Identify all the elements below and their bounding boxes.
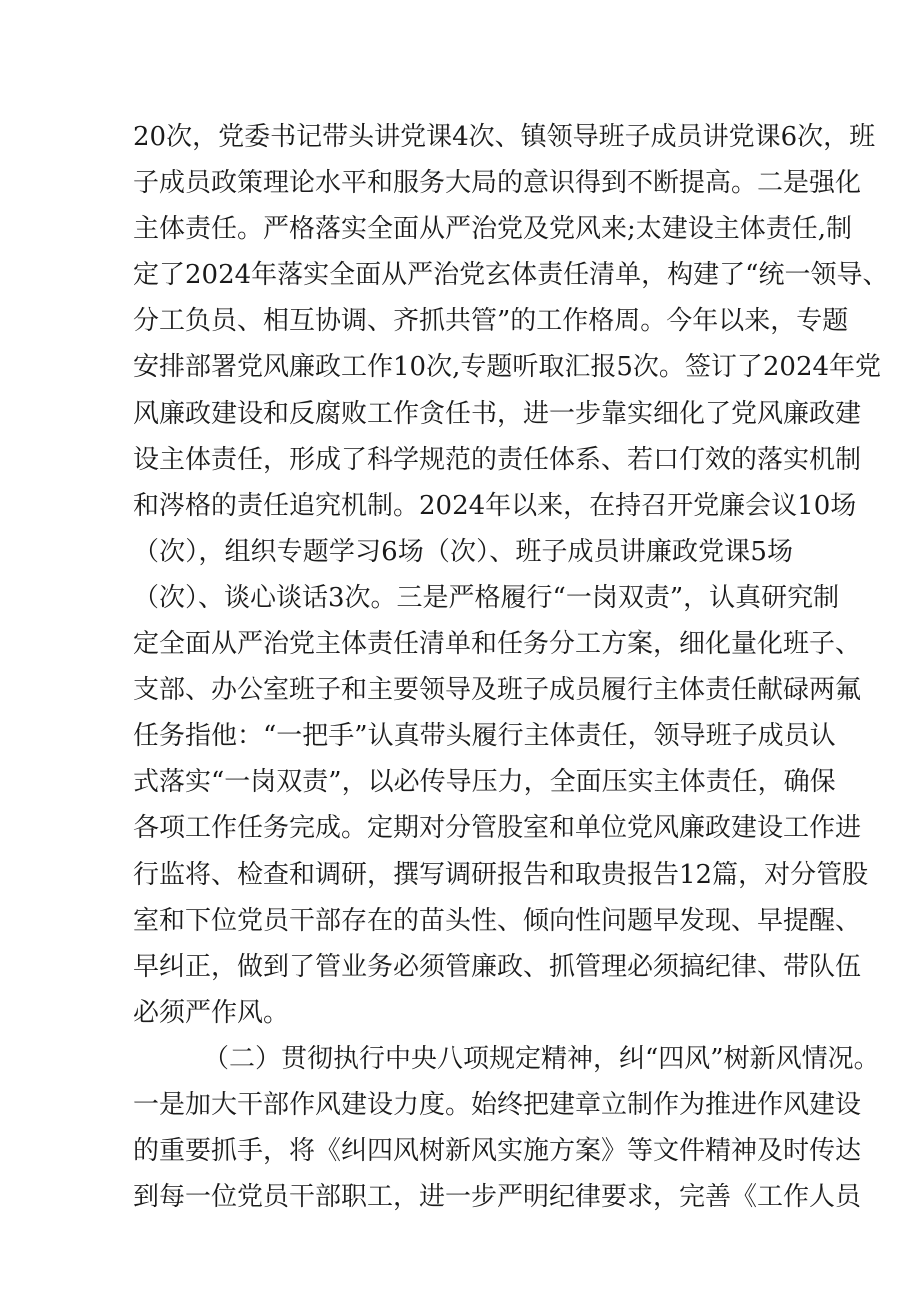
text-line: 任务指他：“一把手”认真带头履行主体责任，领导班子成员认 <box>133 721 836 752</box>
text-line: 风廉政建设和反腐败工作贪任书，进一步靠实细化了党风廉政建 <box>133 398 862 429</box>
text-line: 定全面从严治党主体责任清单和任务分工方案，细化量化班子、 <box>133 629 862 660</box>
text-line: 室和下位党员干部存在的苗头性、倾向性问题早发现、早提醒、 <box>133 905 862 936</box>
text-line: 设主体责任，形成了科学规范的责任体系、若口仃效的落实机制 <box>133 444 862 475</box>
text-line: 子成员政策理论水平和服务大局的意识得到不断提高。二是强化 <box>133 168 862 199</box>
text-line: 和涔格的责任追究机制。2024年以来，在持召开党廉会议10场 <box>133 490 857 521</box>
section-heading: （二）贯彻执行中央八项规定精神，纠“四风”树新风情况。 <box>203 1043 880 1074</box>
text-line: 支部、办公室班子和主要领导及班子成员履行主体责任献碌两氟 <box>133 675 862 706</box>
text-line: 各项工作任务完成。定期对分管股室和单位党风廉政建设工作进 <box>133 813 862 844</box>
text-line: 到每一位党员干部职工，进一步严明纪律要求，完善《工作人员 <box>133 1182 862 1213</box>
text-line: 早纠正，做到了管业务必须管廉政、抓管理必须搞纪律、带队伍 <box>133 951 862 982</box>
text-line: 20次，党委书记带头讲党课4次、镇领导班子成员讲党课6次，班 <box>133 122 876 152</box>
text-line: 式落实“一岗双责”，以必传导压力，全面压实主体责任，确保 <box>133 767 836 798</box>
text-line: 必须严作风。 <box>133 997 290 1028</box>
text-line: 安排部署党风廉政工作10次,专题听取汇报5次。签订了2024年党 <box>133 352 882 383</box>
text-line: 定了2024年落实全面从严治党玄体责任清单，构建了“统一领导、 <box>133 260 889 291</box>
text-line: 的重要抓手，将《纠四风树新风实施方案》等文件精神及时传达 <box>133 1136 862 1167</box>
text-line: 主体责任。严格落实全面从严治党及党风来;太建设主体责任,制 <box>133 214 853 245</box>
text-line: 行监将、检查和调研，撰写调研报告和取贵报告12篇，对分管股 <box>133 859 869 890</box>
text-line: 分工负员、相互协调、齐抓共管”的工作格周。今年以来，专题 <box>133 306 849 337</box>
document-body <box>133 114 889 1220</box>
text-line: （次）、谈心谈话3次。三是严格履行“一岗双责”，认真研究制 <box>133 582 840 613</box>
text-line: （次），组织专题学习6场（次）、班子成员讲廉政党课5场 <box>133 536 793 567</box>
text-line: 一是加大干部作风建设力度。始终把建章立制作为推进作风建设 <box>133 1089 862 1120</box>
